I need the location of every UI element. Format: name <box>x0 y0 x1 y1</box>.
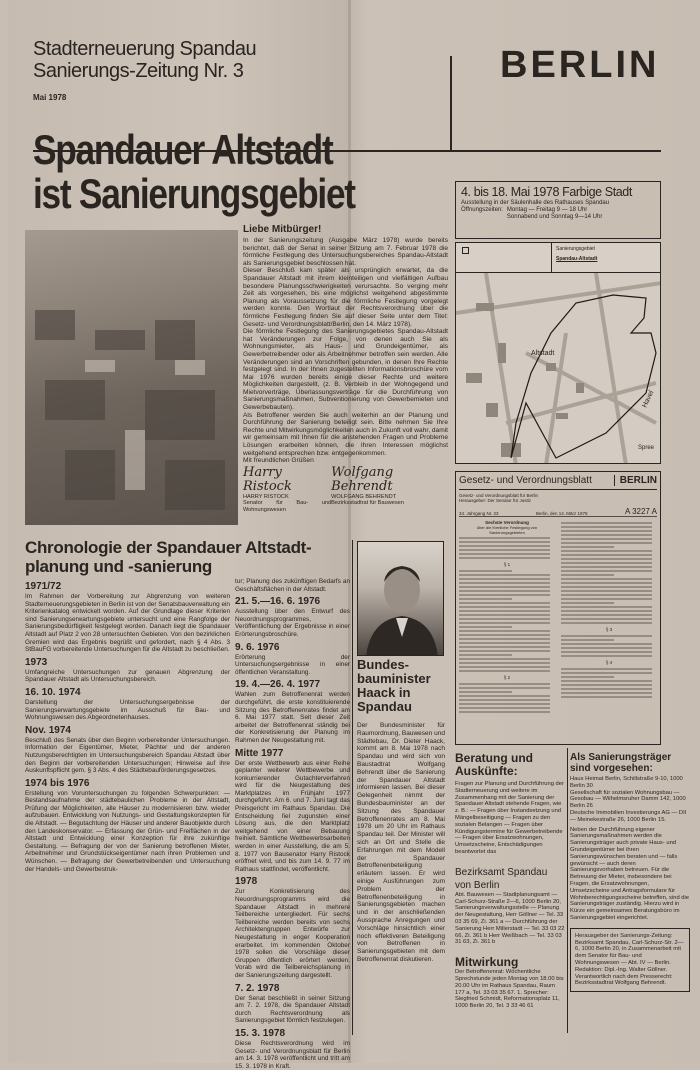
gazette-text-line <box>459 553 550 555</box>
gazette-text-line <box>561 602 614 604</box>
gazette-text-line <box>459 666 550 668</box>
chronology-text: Diese Rechtsverordnung wird im Gesetz- und Verordnungsblatt für Berlin am 14. 3. 1978 veröffentlicht und tritt am 15. 3. 1978 in Kraft. <box>235 1039 350 1070</box>
gazette-text-line <box>561 684 652 686</box>
office-text: Abt. Bauwesen — Stadtplanungsamt — Carl-Schurz-Straße 2—6, 1000 Berlin 20, Sanierungsverwaltungsstelle — Planung der Neugestaltung, Herr Göllner — Tel. 33 03 35 69, Zi. 361 a — Durchführung der Sanierung Herr Millerstadt — Tel. 33 03 22 66, Zi. 361 b Herr Weißbach — Tel. 33 03 31 63, Zi. 361 b <box>455 891 565 946</box>
gazette-text-line <box>561 590 652 592</box>
gazette-text-line <box>561 578 652 580</box>
map-label-spree: Spree <box>638 445 655 451</box>
chronology-date: 19. 4.—26. 4. 1977 <box>235 679 321 691</box>
gazette-text-line <box>561 692 652 694</box>
hours-weekend: Sonnabend und Sonntag 9—14 Uhr <box>506 214 603 220</box>
letter-paragraph: Dieser Beschluß kam später als ursprünglich erwartet, da die Spandauer Altstadt mit ihrem kleinteiligen und vielfältigen Aufbau besondere Planungsschwierigkeiten verursachte. So verging mehr Zeit als vorgesehen, bis eine möglichst weitgehend abgestimmte Planung als Voraussetzung für die förmliche Festlegung vorgelegt werden konnte. Den Wortlaut der Rechtsverordnung über die förmliche Festlegung finden Sie auf dieser Seite unter dem Titel: Gesetz- und Verordnungsblatt/Berlin, den 14. März 1978). <box>243 267 448 328</box>
chronology-text: Der Senat beschließt in seiner Sitzung am 7. 2. 1978, die Spandauer Altstadt durch Rechtsverordnung als Sanierungsgebiet förmlich festzulegen. <box>235 994 350 1025</box>
gazette-text-line <box>459 557 550 559</box>
gazette-text-line <box>459 541 550 543</box>
gazette-text-line <box>459 711 550 713</box>
haack-article: Der Bundesminister für Raumordnung, Bauwesen und Städtebau, Dr. Dieter Haack, kommt am 8. Mai 1978 nach Spandau und wird sich von Baustadtrat Wolfgang Behrendt über die Sanierung der Spandauer Altstadt informieren lassen. Bei dieser Gelegenheit nimmt der Bundesbauminister an der Sitzung des Spandauer Betroffenenrates am 8. Mai 1978 um 20 Uhr im Rathaus Spandau teil. Der Minister will sich an Ort und Stelle die Erfahrungen mit dem Modell der Spandauer Betroffenenbeteiligung erläutern lassen. Er wird einige Ausführungen zum Problem der Betroffenenbeteiligung in Sanierungsgebieten machen und in der anschließenden Aussprache Anregungen und Vorschläge hinsichtlich einer noch effektiveren Beteiligung von Betroffenen in Sanierungsgebieten mit dem Betroffenenrat diskutieren. <box>357 722 445 963</box>
chronology-date: 1974 bis 1976 <box>25 777 90 789</box>
gazette-text-line <box>561 586 652 588</box>
gazette-text-line <box>459 691 512 693</box>
signature-behrendt: Wolfgang Behrendt <box>331 464 394 494</box>
traeger-text: Neben der Durchführung eigener Sanierungsmaßnahmen werden die Sanierungsträger auch private Haus- und Grundeigentümer bei ihren Sanierungswünschen beraten und — falls gewünscht — auch deren Sanierungsvorhaben betreuen. Für die Betreuung der Mieter, insbesondere bei Fragen, die Ersatzwohnungen, Umsetzscheine und Antragsformulare für Wohnberechtigungsscheine betreffen, sind die Sanierungsträger zuständig. Hierzu wird in Kürze ein gemeinsames Beratungsbüro im Sanierungsgebiet eingerichtet. <box>570 826 690 921</box>
gazette-text-line <box>459 654 512 656</box>
portrait-drawing <box>358 542 444 656</box>
gazette-text-line <box>561 554 652 556</box>
chronology-date: 1978 <box>235 876 258 888</box>
gazette-text-line <box>459 578 550 580</box>
gazette-text-line <box>561 668 652 670</box>
gazette-text-line <box>561 522 652 524</box>
gazette-text-line <box>459 646 550 648</box>
gazette-section-mark: § 3 <box>605 627 613 632</box>
gazette-text-line <box>459 658 550 660</box>
traeger-entry: Haus Heimat Berlin, Schillstraße 9-10, 1000 Berlin 30 <box>570 776 683 789</box>
signer-name: WOLFGANG BEHRENDT <box>331 493 397 500</box>
gazette-column <box>459 520 555 715</box>
gazette-text-line <box>459 582 550 584</box>
gazette-code: A 3227 A <box>624 507 657 516</box>
signer-role: Bezirksstadtrat für Bauwesen <box>331 500 404 507</box>
map-drawing <box>456 273 661 464</box>
traeger-section <box>570 748 690 992</box>
legend-swatch <box>462 247 469 254</box>
mitwirkung-text: Der Betroffenenrat: Wöchentliche Sprechstunde jeden Montag von 18.00 bis 20.00 Uhr im Rathaus Spandau, Raum 177 a, Tel. 33 03 35 67. 1. Sprecher: Siegfried Schmidt, Reformationsplatz 11, 1000 Berlin 20, Tel. 3 33 46 61 <box>455 969 564 1010</box>
chronology-date: Nov. 1974 <box>25 724 71 736</box>
divider <box>352 540 353 1035</box>
area-map <box>455 242 661 464</box>
chronology-date: 21. 5.—16. 6. 1976 <box>235 596 321 608</box>
headline-line-1: Spandauer Altstadt <box>33 126 333 173</box>
gazette-text-line <box>561 651 652 653</box>
gazette-text-line <box>459 598 512 600</box>
masthead-line-1: Stadterneuerung Spandau <box>33 38 257 60</box>
legend-title: Sanierungsgebiet <box>556 246 595 252</box>
haack-headline: Bundes-bauminister Haack in Spandau <box>357 657 431 714</box>
gazette-text-line <box>561 639 614 641</box>
gazette-text-line <box>459 670 550 672</box>
signer-name: HARRY RISTOCK <box>243 493 289 500</box>
chronology-title-2: planung und -sanierung <box>25 557 212 576</box>
gazette-text-line <box>561 566 652 568</box>
gazette-text-line <box>459 586 550 588</box>
gazette-text-line <box>459 642 550 644</box>
traeger-entry: Deutsche Immobilien Investierungs AG — DII — Meinekestraße 26, 1000 Berlin 15. <box>570 809 687 823</box>
gazette-text-line <box>459 638 550 640</box>
aerial-photo-drawing <box>25 230 238 525</box>
letter-closing: Mit freundlichen Grüßen <box>243 457 314 465</box>
gazette-text-line <box>561 655 652 657</box>
gazette-text-line <box>561 606 652 608</box>
gazette-text-line <box>459 687 550 689</box>
masthead-line-2: Sanierungs-Zeitung Nr. 3 <box>33 60 244 82</box>
chronology-date: 1973 <box>25 656 48 668</box>
letter-paragraph: Die förmliche Festlegung des Sanierungsgebietes Spandau-Altstadt hat Veränderungen zur Folge, von denen auch Sie als Wohnungsmieter, als Haus- und Grundeigentümer, als Gewerbetreibender oder als Arbeitnehmer betroffen sein werden. Alle Veränderungen sind an Vorschriften gebunden, in denen Ihre Rechte festgelegt sind. In der Ihnen zugestellten Informationsbroschüre vom Mai 1976 wurden bereits einige dieser Rechte und weitere Möglichkeiten dargestellt, (z. B. Verbleib in der Wohngegend und Mietvorverträge, Überlassungsverträge für die Durchführung von Sanierungsmaßnahmen, Subventionierung von Gewerbemieten und Gewerbebauten). <box>243 328 448 412</box>
chronology-text: Der erste Wettbewerb aus einer Reihe geplanter weiterer Wettbewerbe und konkurrierender Gutachterverfahren wird für die Neugestaltung des Marktplatzes im Frühjahr 1977 durchgeführt. Am 6. und 7. Juni tagt das Preisgericht im Rathaus Spandau. Die Entscheidung fiel zugunsten einer Lösung aus, die den Marktplatz weitgehend von einer Bebauung freihielt. Sämtliche Wettbewerbsarbeiten werden in einer Ausstellung, die am 5. 8. 1977 von Bausenator Harry Ristock eröffnet wird, und bis zum 14. 9. 77 im Rathaus stattfindet, veröffentlicht. <box>235 759 350 873</box>
gazette-excerpt <box>455 471 661 745</box>
traeger-entry: Gesellschaft für sozialen Wohnungsbau — Gesobau — Wilhelmsruher Damm 142, 1000 Berlin 26 <box>570 789 686 810</box>
gazette-column <box>561 520 657 715</box>
chronology-date: 16. 10. 1974 <box>25 686 81 698</box>
gazette-text-line <box>561 647 652 649</box>
aerial-photo-altstadt <box>25 230 238 525</box>
beratung-section <box>455 748 565 1010</box>
gazette-text-line <box>561 538 652 540</box>
gazette-publisher: Herausgeber: Der Senator für Justiz <box>459 498 532 503</box>
gazette-text-line <box>459 570 512 572</box>
headline-line-2: ist Sanierungsgebiet <box>33 170 355 217</box>
gazette-text-line <box>561 676 614 678</box>
chronology-text: Darstellung der Untersuchungsergebnisse der Sanierungserwartungsgebiete im Ausschuß für Bau- und Wohnungswesen des Abgeordnetenhauses. <box>25 698 230 722</box>
gazette-text-line <box>459 683 550 685</box>
beratung-text: Fragen zur Planung und Durchführung der Stadterneuerung und weitere im Zusammenhang mit der Sanierung der Spandauer Altstadt stehende Fragen, wie z. B.: — Fragen über Instandsetzung und Mängelbeseitigung — Fragen zu den sozialen Belangen — Fragen über Kündigungstermine für Gewerbetreibende — Fragen über Ersatzwohnungen, Umsetzscheine, Entschädigungen beantwortet das <box>455 781 564 855</box>
gazette-text-line <box>459 707 550 709</box>
gazette-text-line <box>459 626 512 628</box>
chronology-date: 7. 2. 1978 <box>235 982 280 994</box>
gazette-section-mark: § 2 <box>503 675 511 680</box>
letter-to-citizens <box>243 224 448 513</box>
gazette-text-line <box>561 534 652 536</box>
gazette-text-line <box>459 574 550 576</box>
gazette-text-line <box>561 672 652 674</box>
gazette-text-line <box>561 530 652 532</box>
exhibition-title: 4. bis 18. Mai 1978 Farbige Stadt <box>461 185 632 199</box>
gazette-text-line <box>459 695 550 697</box>
city-title: BERLIN <box>500 44 660 86</box>
chronology-text: Im Rahmen der Vorbereitung zur Abgrenzung von weiteren Stadterneuerungsgebieten in Berlin ist von der Senatsbauverwaltung ein Kriterienkatalog entwickelt worden. Auf der Grundlage dieser Kriterien sind Sanierungserwartungsgebiete untersucht und eine Rangfolge der Sanierungsbedürftigkeit festgelegt worden. Danach liegt die Spandauer Altstadt auf Platz 2 von 28 untersuchten Gebieten. Von den bezirklichen Gremien wird das Ergebnis begrüßt und gefordert, nach § 4 Abs. 3 StBauFG vorbereitende Untersuchungen für die Altstadt zu beschließen. <box>25 593 230 654</box>
gazette-text-line <box>561 550 652 552</box>
chronology-text: Erstellung von Voruntersuchungen zu folgenden Schwerpunkten: — Bestandsaufnahme der städtebaulichen Probleme in der Altstadt, Prüfung der Möglichkeiten, alle Häuser zu modernisieren bzw. wieder aufzubauen. Entwicklung von Nutzungs- und Gestaltungskonzepten für die Altstadt. — Begutachtung der Häuser und anderer Bauobjekte durch den Landeskonservator. — Erfassung der Grün- und Freiflächen in der Altstadt und Entwicklung einer Konzeption für ihre zukünftige Gestaltung. — Befragung der von der Sanierung betroffenen Mieter, Arbeitnehmer und Grundstückseigentümer nach ihren Problemen und Wünschen. — Befragung der Gewerbetreibenden und Untersuchung der Handels- und Gewerbestruk- <box>25 789 230 873</box>
portrait-photo-haack <box>357 541 444 656</box>
gazette-text-line <box>561 570 652 572</box>
letter-greeting: Liebe Mitbürger! <box>243 224 322 235</box>
gazette-city: BERLIN <box>614 475 657 486</box>
chronology-date: 1971/72 <box>25 581 62 592</box>
signature-ristock: Harry Ristock <box>243 464 292 494</box>
gazette-text-line <box>459 594 550 596</box>
gazette-text-line <box>561 614 652 616</box>
chronology-text: Ausstellung über den Entwurf des Neuordnungsprogrammes, Veröffentlichung der Ergebnisse in einer Erörterungsbroschüre. <box>235 608 350 638</box>
gazette-text-line <box>459 622 550 624</box>
gazette-text-line <box>561 622 652 624</box>
gazette-text-line <box>561 618 652 620</box>
divider <box>450 56 452 152</box>
chronology-date: 15. 3. 1978 <box>235 1027 286 1039</box>
gazette-text-line <box>459 703 550 705</box>
gazette-date: Berlin, den 14. März 1978 <box>535 511 588 516</box>
gazette-text-line <box>561 696 652 698</box>
chronology-date: 9. 6. 1976 <box>235 641 280 653</box>
gazette-text-line <box>459 614 550 616</box>
gazette-text-line <box>561 594 652 596</box>
gazette-issue: 34. Jahrgang Nr. 23 <box>459 511 499 516</box>
gazette-subtitle: Gesetz- und Verordnungsblatt für Berlin <box>459 493 539 498</box>
gazette-text-line <box>459 662 550 664</box>
gazette-text-line <box>561 635 652 637</box>
gazette-section-mark: § 1 <box>503 562 511 567</box>
gazette-text-line <box>561 526 652 528</box>
gazette-text-line <box>561 542 652 544</box>
gazette-text-line <box>459 634 550 636</box>
chronology-column-left <box>25 578 230 873</box>
map-label-altstadt: Altstadt <box>531 350 555 357</box>
chronology-text: Zur Konkretisierung des Neuordnungsprogramms wird die Spandauer Altstadt in mehrere Teilbereiche untergliedert. Für sechs Teilbereiche werden bereits von sechs Architektengruppen Entwürfe zur Neugestaltung in enger Kooperation erarbeitet. Im kommenden Oktober 1978 sollen die Vorschläge dieser Gruppen öffentlich erörtert werden. Vorab wird die Teilbereichsplanung in der Sanierungszeitung dargestellt. <box>235 888 350 979</box>
letter-paragraph: In der Sanierungszeitung (Ausgabe März 1978) wurde bereits berichtet, daß der Senat in seiner Sitzung am 7. Februar 1978 die förmliche Festlegung des Untersuchungsbereiches Spandau-Altstadt als Sanierungsgebiet beschlossen hat. <box>243 237 448 267</box>
gazette-text-line <box>561 582 652 584</box>
letter-paragraph: Als Betroffener werden Sie auch weiterhin an der Planung und Durchführung der Sanierung beteiligt sein. Bitte nehmen Sie Ihre Rechte und Mitwirkungsmöglichkeiten auch in Zukunft voll wahr, damit wir gemeinsam mit Ihnen für die anstehenden Fragen und Probleme Lösungen erarbeiten können, die Ihren Interessen möglichst weitgehend entsprechen bzw. entgegenkommen. <box>243 411 448 457</box>
gazette-text-line <box>561 610 652 612</box>
gazette-text-line <box>459 618 550 620</box>
hours-label: Öffnungszeiten: <box>461 207 503 213</box>
divider <box>567 748 568 1033</box>
chronology-date: Mitte 1977 <box>235 747 284 759</box>
office-heading: Bezirksamt Spandau von Berlin <box>455 866 548 891</box>
chronology-text: Wahlen zum Betroffenenrat werden durchgeführt, die erste konstituierende Sitzung des Betroffenenrates findet am 6. Mai 1977 statt. Seit dieser Zeit arbeitet der Betroffenenrat ständig bei der Konkretisierung der Planung im Rahmen der Neugestaltung mit. <box>235 691 350 744</box>
gazette-heading: Sechste Verordnung <box>485 520 529 525</box>
gazette-text-line <box>459 545 550 547</box>
exhibition-location: Ausstellung in der Säulenhalle des Rathauses Spandau <box>461 200 610 206</box>
sanierungsgebiet-boundary <box>511 295 656 458</box>
chronology-text: Beschluß des Senats über den Beginn vorbereitender Untersuchungen. Information der Eigentümer, Mieter, Pächter und der anderen Nutzungsberechtigten im Untersuchungsbereich Spandau Altstadt über den Beginn der vorbereitenden Untersuchungen; Hinweise auf ihre Auskunftspflicht gem. § 3 Abs. 4 des Städtebauförderungsgesetzes. <box>25 736 230 775</box>
hours-weekday: Montag — Freitag 9 — 18 Uhr <box>506 207 588 213</box>
gazette-text-line <box>459 699 550 701</box>
gazette-text-line <box>459 606 550 608</box>
traeger-heading: Als Sanierungsträger sind vorgesehen: <box>570 752 672 774</box>
gazette-text-line <box>459 650 550 652</box>
gazette-text-line <box>561 546 614 548</box>
legend-name: Spandau-Altstadt <box>556 256 598 262</box>
chronology-column-right <box>235 578 350 1070</box>
chronology-title-1: Chronologie der Spandauer Altstadt- <box>25 538 312 557</box>
gazette-text-line <box>561 643 652 645</box>
issue-date: Mai 1978 <box>33 93 67 102</box>
gazette-title: Gesetz- und Verordnungsblatt <box>459 475 592 486</box>
gazette-text-line <box>459 590 550 592</box>
gazette-text-line <box>459 537 550 539</box>
gazette-section-mark: § 4 <box>605 660 613 665</box>
gazette-text-line <box>561 680 652 682</box>
chronology-text: Erörterung der Untersuchungsergebnisse in einer öffentlichen Veranstaltung. <box>235 653 350 676</box>
map-label-havel: Havel <box>641 389 656 409</box>
chronology-heading <box>25 538 311 576</box>
masthead-title <box>33 38 256 82</box>
gazette-text-line <box>561 598 652 600</box>
signer-role: Senator für Bau- und Wohnungswesen <box>243 500 332 513</box>
impressum-box: Herausgeber der Sanierungs-Zeitung: Bezirksamt Spandau, Carl-Schurz-Str. 2—6, 1000 Berlin 20, in Zusammenarbeit mit dem Senator für Bau- und Wohnungswesen — Abt. IV — Berlin. Redaktion: Dipl.-Ing. Walter Göllner. Verantwortlich nach dem Presserecht: Bezirksstadtrat Wolfgang Behrendt. <box>570 928 690 992</box>
gazette-text-line <box>459 602 550 604</box>
gazette-text-line <box>561 688 652 690</box>
mitwirkung-heading: Mitwirkung <box>455 955 519 970</box>
gazette-text-line <box>459 549 550 551</box>
gazette-text-line <box>561 558 652 560</box>
chronology-text: Umfangreiche Untersuchungen zur genauen Abgrenzung der Spandauer Altstadt als Untersuchungsbereich. <box>25 668 230 684</box>
gazette-subheading: über die förmliche Festlegung von Sanierungsgebieten <box>476 525 538 535</box>
gazette-text-line <box>561 574 614 576</box>
exhibition-box <box>455 181 661 239</box>
gazette-text-line <box>459 630 550 632</box>
headline <box>33 128 355 216</box>
beratung-heading: Beratung und Auskünfte: <box>455 751 533 778</box>
chronology-continuation: tur; Planung des zukünftigen Bedarfs an Geschäftsflächen in der Altstadt. <box>235 578 350 593</box>
gazette-text-line <box>459 610 550 612</box>
gazette-text-line <box>561 562 652 564</box>
